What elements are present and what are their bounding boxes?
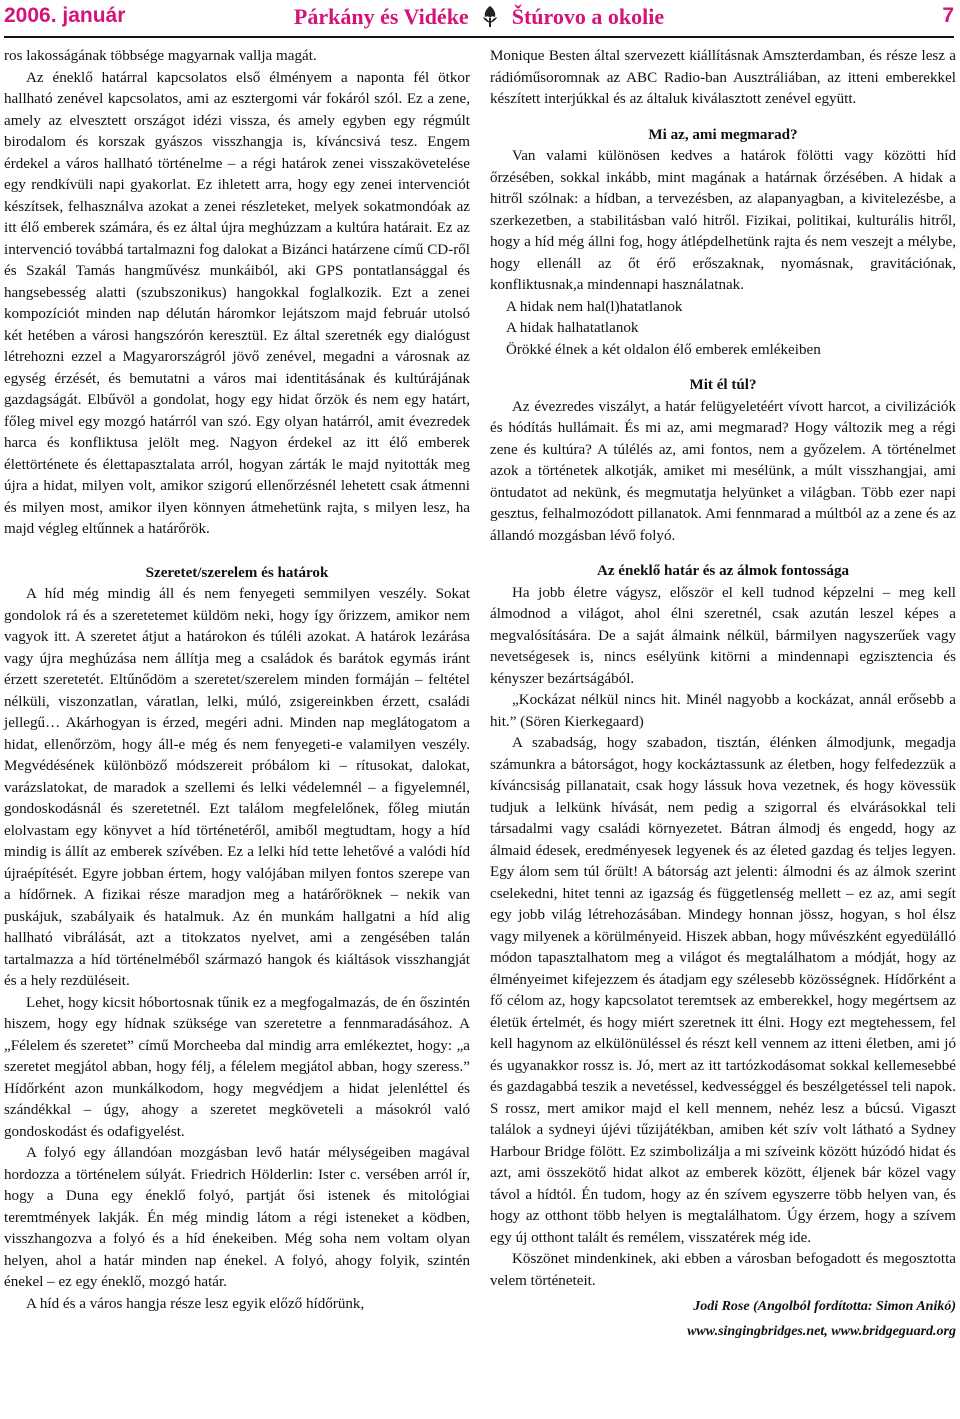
paragraph: Monique Besten által szervezett kiállításnak Amszterdamban, és része lesz a rádióműsoromnak az ABC Radio-ban Ausztráliában, az itteni emberekkel készített interjúkkal és az általuk kiválasztott zenével együtt.: [490, 48, 956, 107]
paragraph: ros lakosságának többsége magyarnak vallja magát.: [4, 48, 317, 64]
paragraph: A híd és a város hangja része lesz egyik előző hídőrünk,: [26, 1295, 365, 1312]
right-column: [490, 46, 956, 1342]
page-header: [4, 0, 954, 38]
tulip-emblem-icon: [480, 4, 500, 34]
verse-line: A hidak halhatatlanok: [506, 320, 639, 336]
section-heading: Szeretet/szerelem és határok: [145, 564, 329, 581]
paragraph: Az éneklő határral kapcsolatos első élményem a naponta fél ötkor hallható zenével kapcsolatos, ami az esztergomi vár fokáról szól. Ez a zene, amely az elvesztett országot idézi vissza, és amely egyben egy régmúlt birodalom és korszak gyászos visszhangja is, kíváncsivá tesz. Engem érdekel a város hallható történelme – a régi határok zenei visszakövetelése egy rendkívüli napi gyakorlat. Ez ihletett arra, hogy egy zenei intervenciót készítsek, felhasználva azokat a zenei részleteket, melyek sokatmondóak az itt élő emberek számára, és ez által újra meghúzzam a kultúra határait. Ez az intervenció továbbá tartalmazni fog dalokat a Bizánci határzene című CD-ről és Szakál Tamás hangművész munkáiból, aki GPS pontatlansággal és hangsebesség alatti (szubszonikus) hangokkal foglalkozik. Ezt a zenei kompozíciót minden nap délután háromkor lejátszom majd február utolsó két hetében a városi hangszórón keresztül. Ez által szeretnék egy dialógust létrehozni ezzel a Magyarországról jövő zenével, megadni a városnak az egység érzését, és bemutatni a város mai identitásának és kultúrájának gazdagságát. Elbűvöl a gondolat, hogy egy hidat őrzök és nem egy határt, főleg mivel egy mozgó határról van szó. Egy olyan határról, amit évezredek harca és konfliktusa jelölt meg. Nagyon érdekel az itt élő emberek élettörténete és élettapasztalata arról, hogyan zárták le majd nyitották meg újra a hidat, milyen volt, amikor szigorú ellenőrzésnél lehetett csak átmenni és milyen most, amikor ilyen könnyen átmehetünk rajta, s milyen lesz, ha majd végleg eltűnnek a határőrök.: [4, 69, 470, 537]
paragraph: Van valami különösen kedves a határok fölötti vagy közötti híd őrzésében, sokkal inkább, mint magának a határnak őrzésében. A hidak a hitről szólnak: a hídban, a tervezésben, az alapanyagban, a kivitelezésbe, a szerkezetben, a stabilitásban való hitről. Fizikai, politikai, kulturális hitről, hogy a híd még állni fog, hogy átlépdelhetünk rajta és nem veszejt a mélybe, hogy ellenáll az őt érő erőszaknak, nyomásnak, gravitációnak, konfliktusnak,a mindennapi használatnak.: [490, 148, 956, 293]
section-heading: Mi az, ami megmarad?: [648, 126, 798, 143]
section-heading: Mit él túl?: [689, 377, 757, 393]
masthead: [4, 4, 954, 34]
paragraph: Köszönet mindenkinek, aki ebben a városban befogadott és megosztotta velem történeteit.: [490, 1251, 956, 1289]
paragraph: A szabadság, hogy szabadon, tisztán, élénken álmodjunk, megadja számunkra a bátorságot, hogy kockáztassunk az életben, hogy felfedezzük a kíváncsiság pillanatait, csak hogy lássuk hova vezetnek, és hogy kövessük tudjuk a lelkünk hívását, nem pedig a szigorral és elvárásokkal teli társadalmi vagy családi környezetet. Bátran álmodj és engedd, hogy az álmaid édesek, eredményesek legyenek és az életed gazdag és teljes legyen. Egy álom sem túl őrült! A bátorság azt jelenti: álmodni és az álmok szerint cselekedni, hitet tenni az igazság és függetlenség mellett – ez az, ami segít egy jobb világ létrehozásában. Mindegy honnan jössz, hogyan, s hol élsz vagy milyenek a körülményeid. Hiszek abban, hogy művészként egyedülálló módon tapasztalhatom meg a világot és megtalálhatom a módját, hogy az élményeimet kifejezzem és átadjam egy szélesebb közösségnek. Hídőrként a fő célom az, hogy kapcsolatot teremtsek az emberekkel, hogy megértsem az életük értelmét, és hogy miért szeretnek itt élni. Hogy ezt megtehessem, fel kell hagynom az elkülönüléssel és részt kell vennem az itteni életben, ami jó és ugyanakkor rossz is. Jó, mert az itt tartózkodásomat sokkal kellemesebbé és gazdagabbá teszik a nevetéssel, kedvességgel és beszélgetéssel teli napok. S rossz, mert amikor majd el kell mennem, nehéz lesz a búcsú. Vigaszt találok a sydneyi újévi tűzijátékban, amiben két szív volt látható a Sydney Harbour Bridge fölött. Ez szimbolizálja a mi szíveink között húzódó hidat és azt, ami összekötő hidat alkot az emberek között, éljenek bár közel vagy távol a hídtól. Én tudom, hogy az én szívem egyszerre több helyen van, és hogy az otthont több helyen is megtalálhatom. Úgy érzem, hogy a szívem egy új otthont talált és remélem, visszatérek még ide.: [490, 735, 956, 1246]
author-credit: Jodi Rose (Angolból fordította: Simon Anikó): [693, 1299, 956, 1314]
masthead-title-slovak: Štúrovo a okolie: [511, 4, 665, 29]
paragraph: A híd még mindig áll és nem fenyegeti semmilyen veszély. Sokat gondolok rá és a szeretetemet küldöm neki, hogy így őrizzem, amikor nem vagyok itt. A szeretet átjut a határokon és túléli azokat. A határok lezárása vagy újra meghúzása nem állítja meg a családok és barátok egymás iránt érzett szeretetét. Eltűnődöm a szeretet/szerelem minden formáján – feltétel nélküli, viszonzatlan, váratlan, lelki, múló, zsigereinkben érzett, családi jellegű… Akárhogyan is érzed, megéri adni. Minden nap meglátogatom a hidat, ellenőrzöm, hogy áll-e még és nem fenyegeti-e valamilyen veszély. Megvédésének különböző módszereit próbálom ki – rítusokat, dalokat, varázslatokat, de maradok a szellemi és lelki védelemnél – a figyelemnél, gondoskodásnál és szeretetnél. Ezt találom megfelelőnek, főleg miután elolvastam egy könyvet a híd történetéről, amiből megtudtam, hogy a híd mindig is állít az emberek szívében. Ez a lelki híd tette lehetővé a valódi híd újraépítését. Egyre jobban értem, hogy valójában milyen fontos szerepe van a hídőrnek. A fizikai része maradjon meg a határőröknek – nekik van puskájuk, szabályaik és hatalmuk. Az én munkám hallgatni a híd alig hallható vibrálását, azt a titokzatos nyelvet, ami a zengésében talán tartalmazza a híd történelméből származó hangok és kiáltások visszhangját és a hely rezdüléseit.: [4, 586, 470, 989]
left-column: [4, 46, 470, 1315]
paragraph: Lehet, hogy kicsit hóbortosnak tűnik ez a megfogalmazás, de én őszintén hiszem, hogy egy hídnak szüksége van szeretetre a fennmaradásához. A „Félelem és szeretet” című Morcheeba dal mindig arra emlékeztet, hogy: „a szeretet megjátol abban, hogy félj, a félelem megjátol abban, hogy szeress.” Hídőrként azon munkálkodom, hogy megvédjem a hidat jelenléttel és szándékkal – úgy, ahogy a szeretet megköveteli a másokról való gondoskodást és odafigyelést.: [4, 994, 470, 1140]
quote-paragraph: „Kockázat nélkül nincs hit. Minél nagyobb a kockázat, annál erősebb a hit.” (Sören Kierkegaard): [490, 692, 956, 730]
section-heading: Az éneklő határ és az álmok fontossága: [596, 563, 850, 579]
paragraph: A folyó egy állandóan mozgásban levő határ mélységeiben magával hordozza a történelem súlyát. Friedrich Hölderlin: Ister c. versében arról ír, hogy a Duna egy éneklő folyó, partját ősi istenek és mitológiai teremtmények lakják. Én még mindig látom a régi isteneket a ködben, visszhangozva a folyó és a híd énekeiben. Még soha nem voltam olyan helyen, ahol a határ minden nap énekel. A folyó, ahogy folyik, szintén énekel – ez egy éneklő, mozgó határ.: [4, 1145, 470, 1290]
paragraph: Ha jobb életre vágysz, először el kell tudnod képzelni – meg kell álmodnod a világot, ahol élni szeretnél, csak azután leszel képes a megvalósítására. De a saját álmaink nélkül, bármilyen nagyszerűek vagy nevetségesek is, nincs esélyünk kitörni a mindennapi egzisztencia és kényszer bezártságából.: [490, 584, 956, 687]
page-number: 7: [942, 4, 954, 27]
paragraph: Az évezredes viszályt, a határ felügyeletéért vívott harcot, a civilizációk és hódítás hullámait. És mi az, ami megmarad? Hogy változik meg a régi zene és kultúra? A túlélés az, ami fontos, nem a győzelem. A történelmet azok a történetek alkotják, amiket mi mesélünk, a múlt visszhangjai, ami öntudatot ad nekünk, és megmutatja helyünket a világban. Több ezer napi gesztus, felhalmozódott pillanatok. Ami fennmarad a múltból az a zene és az állandó mozgásban lévő folyó.: [490, 398, 956, 544]
verse-line: Örökké élnek a két oldalon élő emberek emlékeiben: [506, 341, 821, 358]
website-links: www.singingbridges.net, www.bridgeguard.org: [687, 1324, 956, 1339]
issue-date: 2006. január: [4, 4, 126, 27]
masthead-title-hungarian: Párkány és Vidéke: [293, 4, 469, 29]
verse-line: A hidak nem hal(l)hatatlanok: [506, 298, 683, 315]
